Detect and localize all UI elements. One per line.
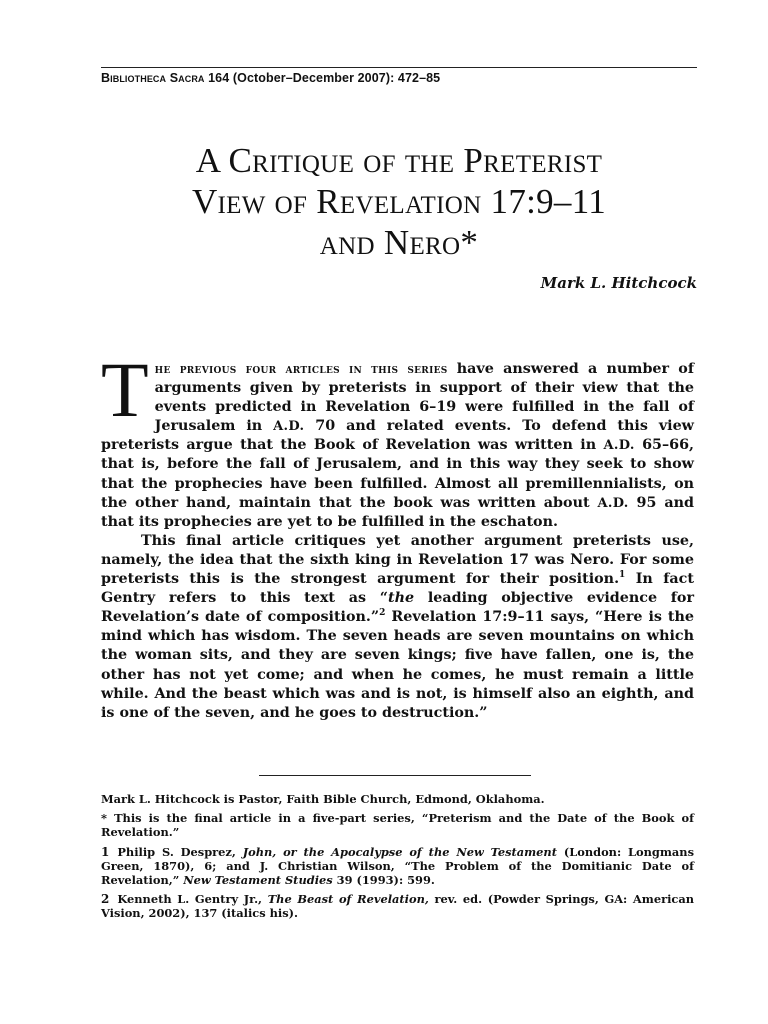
journal-name: Bibliotheca Sacra — [101, 71, 205, 85]
p2-text-c: leading objective evidence for Revelation’s date of composition.” — [101, 590, 694, 626]
p1-text-a: have answered a number of arguments given by preterists in support of their view that the events predicted in Revelation 6–19 were fulfilled in the fall of Jerusalem in — [154, 361, 694, 435]
running-head — [101, 67, 697, 85]
p2-text-b: In fact Gentry refers to this text as “ — [101, 571, 694, 607]
fn1-italic-1: John, or the Apocalypse of the New Testament — [242, 844, 557, 859]
footnote-2-number: 2 — [101, 892, 110, 907]
article-title — [101, 140, 697, 263]
footnote-1-number: 1 — [101, 844, 110, 859]
footnote-1 — [101, 845, 694, 888]
drop-cap: T — [101, 346, 149, 433]
p2-text-d: Revelation 17:9–11 says, “Here is the mind which has wisdom. The seven heads are seven mountains on which the woman sits, and they are seven kings; five have fallen, one is, the other has not yet come; and when he comes, he must remain a little while. And the beast which was and is not, is himself also an eighth, and is one of the seven, and he goes to destruction.” — [101, 609, 694, 721]
p1-text-c: 65–66, that is, before the fall of Jerusalem, and in this way they seek to show that the prophecies have been fulfilled. Almost all premillennialists, on the other hand, maintain that the book was written about — [101, 437, 694, 511]
p2-text-a: This final article critiques yet another argument preterists use, namely, the idea that the sixth king in Revelation 17 was Nero. For some preterists this is the strongest argument for their position. — [101, 532, 694, 588]
article-body — [101, 346, 694, 723]
p1-era-1: A.D. — [273, 419, 305, 435]
p2-italic: the — [388, 590, 415, 607]
fn1-italic-2: New Testament Studies — [183, 873, 333, 888]
fn1-b: (London: Longmans Green, 1870), 6; and J. Christian Wilson, “The Problem of the Domitianic Date of Revelation,” — [101, 844, 694, 888]
p1-era-3: A.D. — [597, 495, 629, 511]
fn1-c: 39 (1993): 599. — [332, 873, 435, 888]
title-line-1: A Critique of the Preterist — [195, 141, 603, 180]
p1-era-2: A.D. — [603, 438, 635, 454]
journal-citation: 164 (October–December 2007): 472–85 — [208, 71, 441, 85]
paragraph-1 — [101, 346, 694, 532]
p1-text-d: 95 and that its prophecies are yet to be fulfilled in the eschaton. — [101, 494, 694, 530]
fn1-a: Philip S. Desprez, — [117, 844, 243, 859]
fn2-b: rev. ed. (Powder Springs, GA: American Vision, 2002), 137 (italics his). — [101, 892, 694, 921]
footnote-2 — [101, 892, 694, 920]
fn2-a: Kenneth L. Gentry Jr., — [117, 892, 268, 907]
fn2-italic-1: The Beast of Revelation, — [267, 892, 429, 907]
author-byline: Mark L. Hitchcock — [540, 274, 697, 292]
paragraph-2 — [101, 532, 694, 723]
lead-in: he previous four articles in this series — [154, 362, 448, 377]
series-note: * This is the final article in a five-part series, “Preterism and the Date of the Book of Revelation.” — [101, 811, 694, 840]
author-note: Mark L. Hitchcock is Pastor, Faith Bible Church, Edmond, Oklahoma. — [101, 792, 545, 806]
title-line-2: View of Revelation 17:9–11 — [191, 182, 607, 221]
title-line-3: and Nero* — [319, 223, 479, 262]
footnote-ref-2[interactable]: 2 — [379, 608, 386, 619]
footnote-divider — [259, 775, 531, 776]
p1-text-b: 70 and related events. To defend this view preterists argue that the Book of Revelation was written in — [101, 418, 694, 454]
footnotes — [101, 792, 694, 926]
footnote-ref-1[interactable]: 1 — [619, 570, 626, 581]
